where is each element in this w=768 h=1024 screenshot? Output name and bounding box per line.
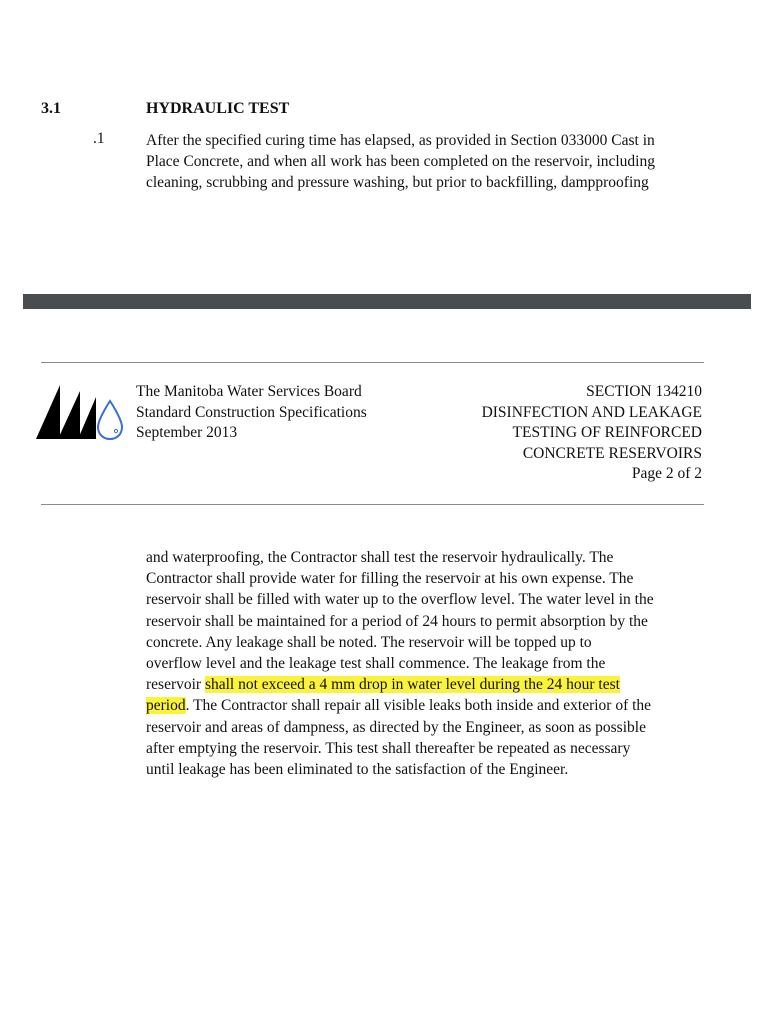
body-line: after emptying the reservoir. This test shall thereafter be repeated as necessary	[146, 739, 631, 757]
org-date: September 2013	[136, 424, 238, 441]
highlighted-text: period	[146, 697, 186, 715]
body-line	[146, 674, 716, 695]
header-rule-bottom	[41, 504, 704, 505]
header-rule-top	[41, 362, 704, 363]
section-title-line: DISINFECTION AND LEAKAGE	[481, 403, 702, 421]
section-info-block	[482, 382, 702, 485]
body-line: until leakage has been eliminated to the satisfaction of the Engineer.	[146, 761, 569, 779]
org-name: The Manitoba Water Services Board	[136, 383, 362, 400]
org-spec-title: Standard Construction Specifications	[136, 403, 367, 421]
body-line	[146, 695, 716, 716]
body-line: reservoir shall be filled with water up to the overflow level. The water level in the	[146, 591, 654, 609]
body-line: Contractor shall provide water for filling the reservoir at his own expense. The	[146, 570, 634, 588]
section-number: 3.1	[41, 100, 61, 117]
page-separator	[23, 294, 751, 309]
item-line: cleaning, scrubbing and pressure washing, but prior to backfilling, dampproofing	[146, 174, 649, 191]
section-title-line: CONCRETE RESERVOIRS	[522, 444, 702, 462]
section-code: SECTION 134210	[586, 383, 702, 400]
item-number: .1	[93, 130, 105, 147]
body-text: reservoir	[146, 676, 205, 694]
item-line: Place Concrete, and when all work has been completed on the reservoir, including	[146, 153, 655, 170]
body-paragraph	[146, 547, 716, 780]
item-line: After the specified curing time has elapsed, as provided in Section 033000 Cast in	[146, 132, 655, 149]
organization-block	[136, 382, 367, 444]
mwsb-logo-icon	[36, 383, 126, 441]
body-line: overflow level and the leakage test shall commence. The leakage from the	[146, 655, 606, 673]
body-line: reservoir and areas of dampness, as directed by the Engineer, as soon as possible	[146, 718, 646, 736]
body-text: . The Contractor shall repair all visible leaks both inside and exterior of the	[185, 697, 652, 715]
item-paragraph	[146, 130, 706, 193]
body-line: reservoir shall be maintained for a period of 24 hours to permit absorption by the	[146, 612, 648, 630]
page-indicator: Page 2 of 2	[631, 465, 702, 482]
section-title-line: TESTING OF REINFORCED	[512, 424, 702, 441]
highlighted-text: shall not exceed a 4 mm drop in water level during the 24 hour test	[204, 676, 620, 694]
section-title: HYDRAULIC TEST	[146, 100, 290, 117]
body-line: concrete. Any leakage shall be noted. The reservoir will be topped up to	[146, 633, 592, 651]
body-line: and waterproofing, the Contractor shall test the reservoir hydraulically. The	[146, 549, 614, 566]
